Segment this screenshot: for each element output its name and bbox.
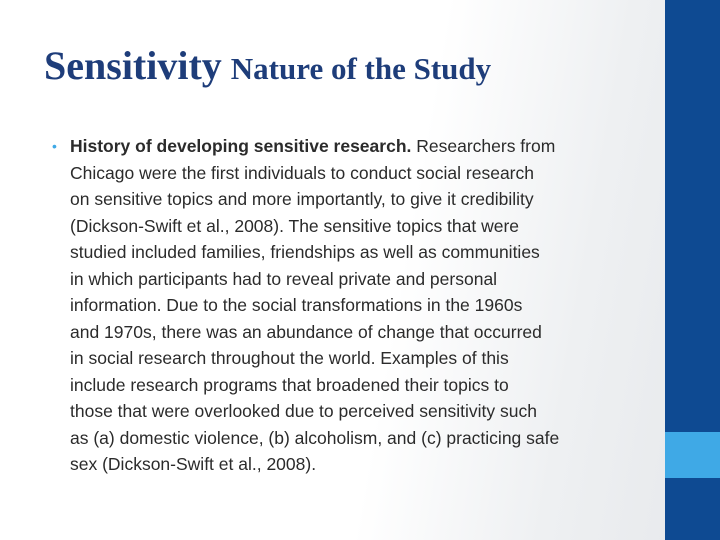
bullet-line: studied included families, friendships as well as communities [70,242,540,262]
bullet-line: in which participants had to reveal private and personal [70,268,498,289]
bullet-line: information. Due to the social transformations in the 1960s [70,295,523,315]
bullet-marker: • [52,138,57,154]
title-lead: Sensitivity [44,43,222,88]
bullet-line: Chicago were the first individuals to conduct social research [70,162,534,183]
bullet-line: as (a) domestic violence, (b) alcoholism, and (c) practicing safe [70,427,560,448]
bullet-heading: History of developing sensitive research. [70,136,412,156]
bullet-line: those that were overlooked due to perceived sensitivity such [70,401,537,421]
bullet-line: sex (Dickson-Swift et al., 2008). [70,454,317,474]
sidebar-accent-block [665,432,720,478]
bullet-text [70,133,632,478]
slide-title [44,42,644,93]
slide-body [52,133,632,478]
bullet-line: in social research throughout the world. Examples of this [70,348,509,368]
bullet-line: Researchers from [411,136,556,156]
bullet-line: on sensitive topics and more importantly, to give it credibility [70,189,534,209]
bullet-line: and 1970s, there was an abundance of change that occurred [70,321,542,342]
bullet-line: (Dickson-Swift et al., 2008). The sensitive topics that were [70,215,520,236]
bullet-item [52,133,632,478]
bullet-line: include research programs that broadened their topics to [70,374,509,395]
title-rest: Nature of the Study [230,51,492,86]
sidebar-decoration [665,0,720,540]
